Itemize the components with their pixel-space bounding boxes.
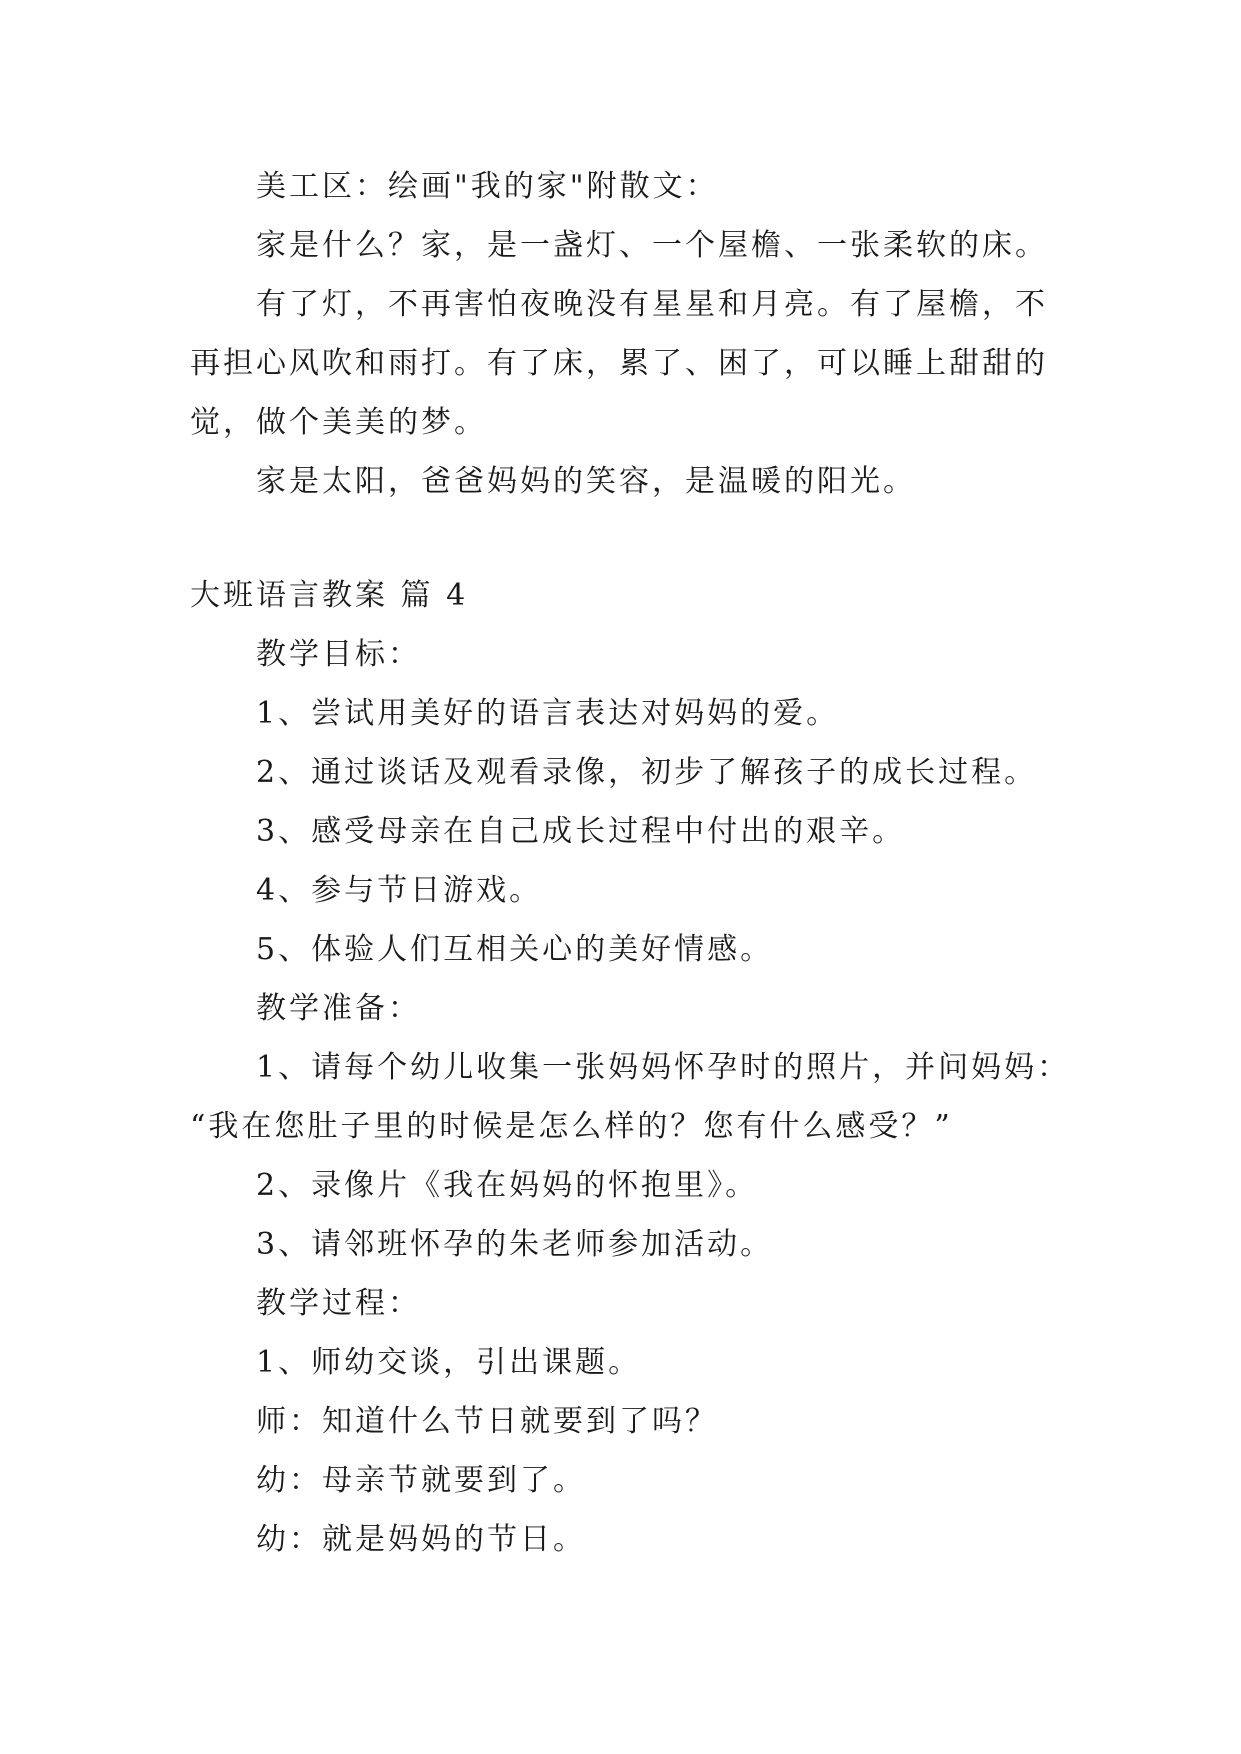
goal-item: 4、参与节日游戏。 [256, 873, 543, 908]
goal-item: 1、尝试用美好的语言表达对妈妈的爱。 [256, 696, 840, 731]
prep-item-3: 3、请邻班怀孕的朱老师参加活动。 [256, 1227, 774, 1262]
section-heading: 大班语言教案 篇 4 [190, 578, 469, 613]
process-item: 幼：就是妈妈的节日。 [256, 1522, 586, 1557]
art-area-line: 美工区：绘画"我的家"附散文： [256, 169, 719, 204]
paragraph-home-what: 家是什么？家，是一盏灯、一个屋檐、一张柔软的床。 [256, 228, 1048, 263]
process-item: 幼：母亲节就要到了。 [256, 1463, 586, 1498]
paragraph-lamp-line1: 有了灯，不再害怕夜晚没有星星和月亮。有了屋檐，不 [256, 287, 1048, 322]
goal-item: 3、感受母亲在自己成长过程中付出的艰辛。 [256, 814, 906, 849]
prep-title: 教学准备： [256, 991, 421, 1026]
prep-item-2: 2、录像片《我在妈妈的怀抱里》。 [256, 1168, 759, 1203]
process-item: 1、师幼交谈，引出课题。 [256, 1345, 642, 1380]
paragraph-sun: 家是太阳，爸爸妈妈的笑容，是温暖的阳光。 [256, 464, 916, 499]
goal-item: 5、体验人们互相关心的美好情感。 [256, 932, 774, 967]
paragraph-lamp-line2: 再担心风吹和雨打。有了床，累了、困了，可以睡上甜甜的 [190, 346, 1048, 381]
goals-title: 教学目标： [256, 637, 421, 672]
process-title: 教学过程： [256, 1286, 421, 1321]
goal-item: 2、通过谈话及观看录像，初步了解孩子的成长过程。 [256, 755, 1038, 790]
process-item: 师：知道什么节日就要到了吗？ [256, 1404, 718, 1439]
paragraph-lamp-line3: 觉，做个美美的梦。 [190, 405, 487, 440]
prep-item-1-line2: “我在您肚子里的时候是怎么样的？您有什么感受？” [190, 1109, 953, 1144]
prep-item-1-line1: 1、请每个幼儿收集一张妈妈怀孕时的照片，并问妈妈： [256, 1050, 1071, 1085]
